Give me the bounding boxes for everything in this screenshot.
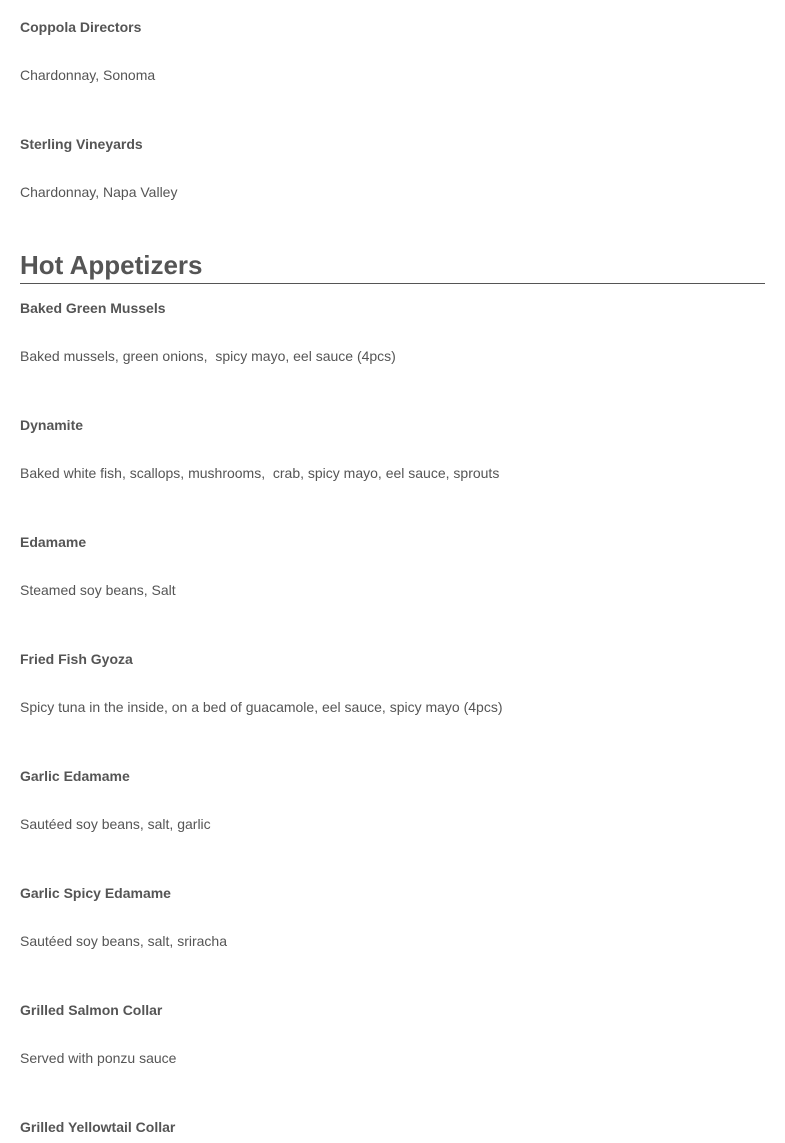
item-name: Sterling Vineyards [20, 136, 143, 152]
item-name: Garlic Spicy Edamame [20, 885, 171, 901]
item-name: Grilled Salmon Collar [20, 1002, 163, 1018]
item-name: Grilled Yellowtail Collar [20, 1119, 176, 1135]
item-name: Coppola Directors [20, 19, 142, 35]
item-description: Sautéed soy beans, salt, garlic [20, 816, 211, 832]
item-name: Dynamite [20, 417, 84, 433]
item-description: Chardonnay, Napa Valley [20, 184, 178, 200]
item-description: Steamed soy beans, Salt [20, 582, 176, 598]
item-description: Served with ponzu sauce [20, 1050, 177, 1066]
section-divider [20, 283, 765, 284]
item-description: Baked mussels, green onions, spicy mayo, eel sauce (4pcs) [20, 348, 396, 364]
item-description: Spicy tuna in the inside, on a bed of guacamole, eel sauce, spicy mayo (4pcs) [20, 699, 503, 715]
item-name: Edamame [20, 534, 87, 550]
section-title: Hot Appetizers [20, 250, 203, 280]
item-name: Garlic Edamame [20, 768, 130, 784]
item-name: Baked Green Mussels [20, 300, 166, 316]
item-description: Chardonnay, Sonoma [20, 67, 156, 83]
item-description: Sautéed soy beans, salt, sriracha [20, 933, 228, 949]
item-description: Baked white fish, scallops, mushrooms, crab, spicy mayo, eel sauce, sprouts [20, 465, 500, 481]
item-name: Fried Fish Gyoza [20, 651, 133, 667]
